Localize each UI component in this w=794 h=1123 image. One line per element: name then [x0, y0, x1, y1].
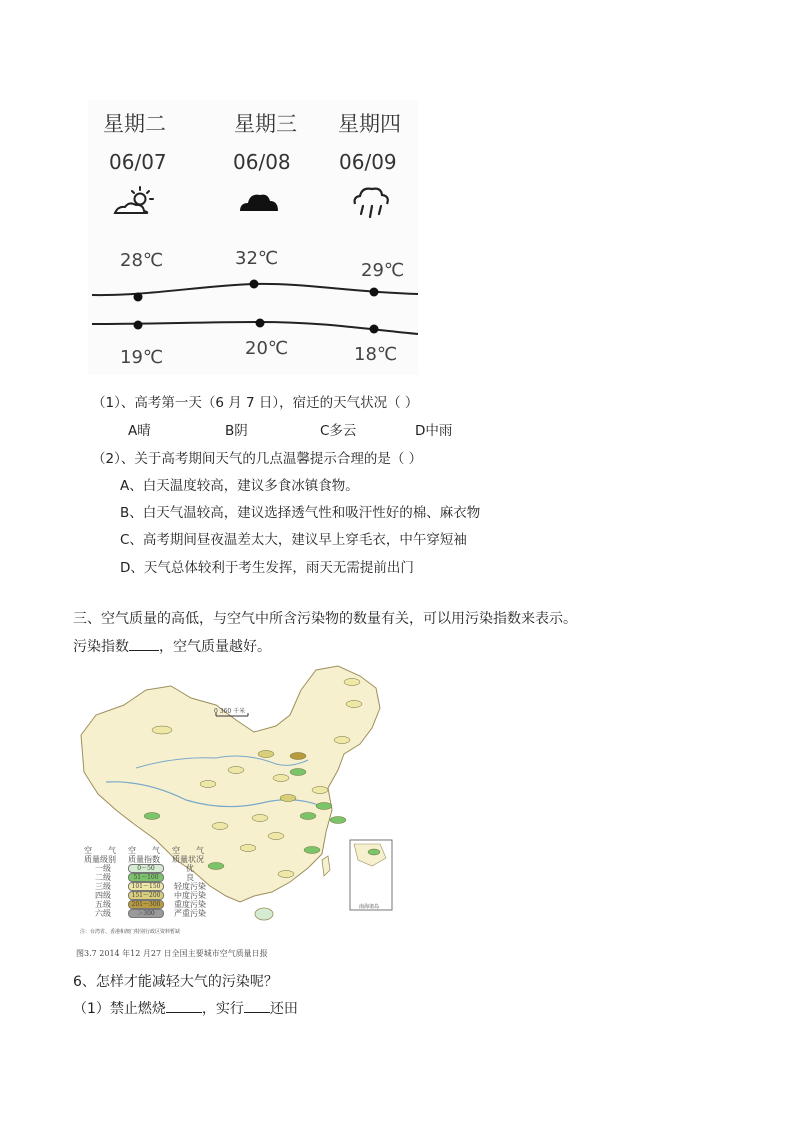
inset-label: 南海诸岛: [359, 904, 380, 910]
date-label: 06/07: [109, 150, 167, 174]
answer-blank[interactable]: [166, 1000, 202, 1013]
legend-level: 二级: [95, 873, 111, 882]
legend-level: 五级: [95, 900, 111, 909]
section-3-text: 污染指数: [73, 639, 129, 655]
section-3-text: ，空气质量越好。: [159, 639, 271, 655]
question-2-stem: （2）、关于高考期间天气的几点温馨提示合理的是（ ）: [92, 451, 423, 467]
weekday-label: 星期三: [234, 112, 297, 136]
legend-rows: [84, 864, 214, 918]
legend-header-index: 空 气 质量指数: [128, 846, 160, 864]
weekday-label: 星期四: [338, 112, 401, 136]
legend-level: 四级: [95, 891, 111, 900]
legend-status: 严重污染: [174, 909, 206, 918]
answer-blank[interactable]: [244, 1000, 270, 1013]
map-scale-label: 0 360 千米: [214, 708, 246, 715]
q1-option-b: B阴: [225, 423, 248, 439]
high-temperature: 32℃: [235, 248, 279, 269]
low-temp-point: [134, 321, 143, 330]
date-label: 06/08: [233, 150, 291, 174]
low-temperature: 18℃: [354, 344, 398, 365]
q2-option-a: A、白天温度较高，建议多食冰镇食物。: [120, 478, 359, 494]
legend-index: 201～300: [128, 900, 164, 909]
legend-index: 0～50: [128, 864, 164, 873]
legend-index: 51～100: [128, 873, 164, 882]
legend-status: 优: [186, 864, 194, 873]
high-temperature: 28℃: [120, 250, 164, 271]
legend-status: 中度污染: [174, 891, 206, 900]
low-temp-point: [370, 325, 379, 334]
legend-index: 151～200: [128, 891, 164, 900]
legend-header-status: 空 气 质量状况: [172, 846, 204, 864]
rain-icon: [350, 184, 392, 220]
high-temperature: 29℃: [361, 260, 405, 281]
q1-option-d: D中雨: [415, 423, 453, 439]
date-label: 06/09: [339, 150, 397, 174]
legend-status: 良: [186, 873, 194, 882]
high-temp-point: [134, 293, 143, 302]
question-6-part-1: [73, 998, 298, 1018]
legend-row: [84, 909, 214, 918]
q2-option-b: B、白天气温较高，建议选择透气性和吸汗性好的棉、麻衣物: [120, 505, 481, 521]
section-3-line-2: [73, 636, 271, 656]
low-temperature: 20℃: [245, 338, 289, 359]
q2-option-c: C、高考期间昼夜温差太大，建议早上穿毛衣，中午穿短袖: [120, 532, 467, 548]
map-caption: 图3.7 2014 年12 月27 日全国主要城市空气质量日报: [76, 949, 268, 958]
map-note: 注：台湾省、香港和澳门特别行政区资料暂缺: [80, 929, 181, 935]
china-air-quality-map: [76, 660, 396, 942]
q1-option-a: A晴: [128, 423, 151, 439]
legend-index: ＞300: [128, 909, 164, 918]
legend-index: 101～150: [128, 882, 164, 891]
temperature-curves: [88, 270, 418, 340]
partly-cloudy-sun-icon: [112, 186, 156, 218]
weather-forecast-card: [88, 100, 418, 375]
question-1-stem: （1）、高考第一天（6 月 7 日），宿迁的天气状况（ ）: [92, 395, 419, 411]
answer-blank[interactable]: [129, 638, 159, 651]
legend-level: 六级: [95, 909, 111, 918]
air-quality-legend: [84, 846, 214, 918]
legend-status: 重度污染: [174, 900, 206, 909]
q6-text: 还田: [269, 1001, 298, 1017]
q1-option-c: C多云: [320, 423, 357, 439]
q2-option-d: D、天气总体较利于考生发挥，雨天无需提前出门: [120, 560, 414, 576]
q6-text: ，实行: [201, 1001, 244, 1017]
low-temp-point: [256, 319, 265, 328]
section-3-line-1: 三、空气质量的高低，与空气中所含污染物的数量有关，可以用污染指数来表示。: [73, 611, 577, 627]
weekday-label: 星期二: [103, 112, 166, 136]
q6-text: （1）禁止燃烧: [73, 1001, 166, 1017]
legend-level: 一级: [95, 864, 111, 873]
low-temperature: 19℃: [120, 347, 164, 368]
high-temp-point: [370, 288, 379, 297]
cloud-icon: [238, 188, 280, 214]
legend-level: 三级: [95, 882, 111, 891]
question-6-stem: 6、怎样才能减轻大气的污染呢？: [73, 974, 278, 990]
legend-status: 轻度污染: [174, 882, 206, 891]
legend-header-level: 空 气 质量级别: [84, 846, 116, 864]
high-temp-point: [250, 280, 259, 289]
